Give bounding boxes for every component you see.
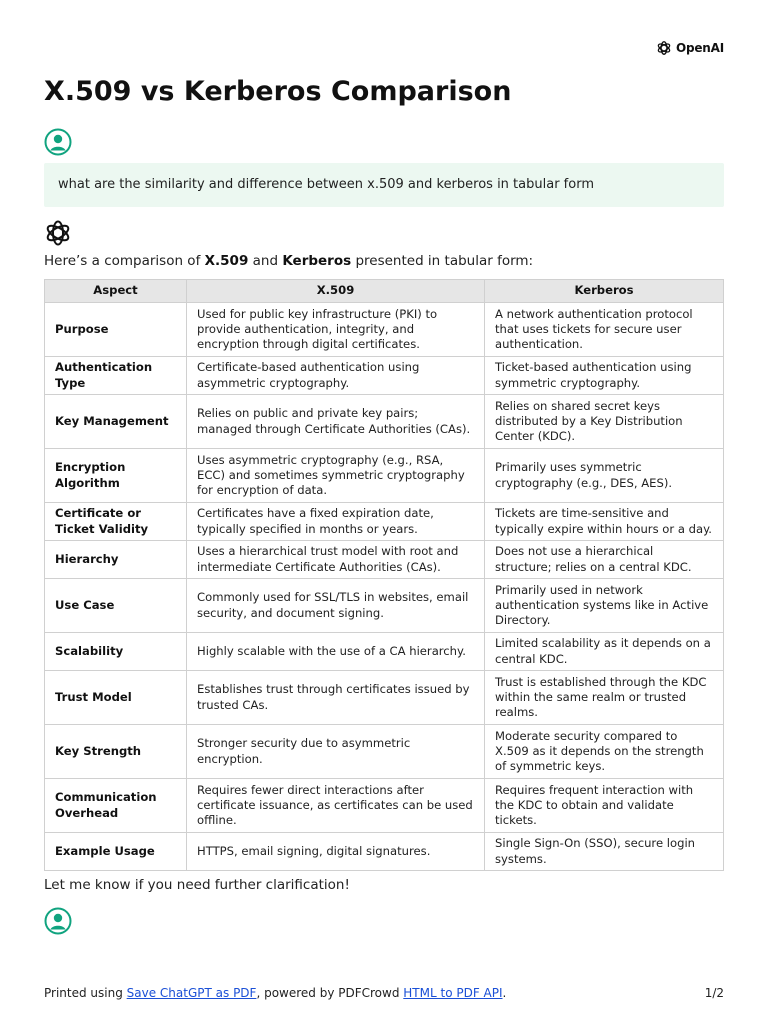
user-icon: [44, 128, 72, 156]
x509-cell: Uses a hierarchical trust model with root and intermediate Certificate Authorities (CAs).: [187, 541, 485, 579]
openai-logo-icon: [656, 40, 672, 56]
kerberos-cell: A network authentication protocol that uses tickets for secure user authentication.: [485, 303, 724, 357]
intro-term-kerberos: Kerberos: [282, 253, 352, 269]
aspect-cell: Certificate or Ticket Validity: [45, 503, 187, 541]
kerberos-cell: Tickets are time-sensitive and typically expire within hours or a day.: [485, 503, 724, 541]
user-prompt: what are the similarity and difference between x.509 and kerberos in tabular form: [44, 163, 724, 207]
footer-suffix: .: [502, 986, 507, 1000]
table-row: [45, 449, 724, 503]
kerberos-cell: Trust is established through the KDC within the same realm or trusted realms.: [485, 671, 724, 725]
aspect-cell: Hierarchy: [45, 541, 187, 579]
aspect-cell: Key Management: [45, 395, 187, 449]
aspect-cell: Authentication Type: [45, 357, 187, 395]
kerberos-cell: Requires frequent interaction with the KDC to obtain and validate tickets.: [485, 779, 724, 833]
x509-cell: Requires fewer direct interactions after certificate issuance, as certificates can be used offline.: [187, 779, 485, 833]
intro-text-middle: and: [248, 253, 283, 269]
x509-cell: Highly scalable with the use of a CA hierarchy.: [187, 633, 485, 671]
footer-middle: , powered by PDFCrowd: [256, 986, 404, 1000]
header-aspect: Aspect: [45, 280, 187, 303]
footer-prefix: Printed using: [44, 986, 127, 1000]
aspect-cell: Encryption Algorithm: [45, 449, 187, 503]
kerberos-cell: Ticket-based authentication using symmetric cryptography.: [485, 357, 724, 395]
table-row: [45, 579, 724, 633]
aspect-cell: Key Strength: [45, 725, 187, 779]
aspect-cell: Purpose: [45, 303, 187, 357]
x509-cell: Certificates have a fixed expiration date, typically specified in months or years.: [187, 503, 485, 541]
openai-logo: [656, 40, 724, 56]
user-icon: [44, 907, 72, 935]
x509-cell: Used for public key infrastructure (PKI) to provide authentication, integrity, and encryption through digital certificates.: [187, 303, 485, 357]
page-number: 1/2: [704, 986, 724, 1000]
table-header-row: [45, 280, 724, 303]
table-row: [45, 633, 724, 671]
html-to-pdf-api-link[interactable]: HTML to PDF API: [403, 986, 503, 1000]
x509-cell: HTTPS, email signing, digital signatures.: [187, 833, 485, 871]
save-chatgpt-pdf-link[interactable]: Save ChatGPT as PDF: [126, 986, 257, 1000]
table-row: [45, 671, 724, 725]
x509-cell: Uses asymmetric cryptography (e.g., RSA, ECC) and sometimes symmetric cryptography for encryption of data.: [187, 449, 485, 503]
kerberos-cell: Limited scalability as it depends on a central KDC.: [485, 633, 724, 671]
x509-cell: Commonly used for SSL/TLS in websites, email security, and document signing.: [187, 579, 485, 633]
footer-credit: [44, 986, 506, 1000]
page-title: X.509 vs Kerberos Comparison: [44, 76, 512, 107]
aspect-cell: Use Case: [45, 579, 187, 633]
x509-cell: Relies on public and private key pairs; managed through Certificate Authorities (CAs).: [187, 395, 485, 449]
kerberos-cell: Relies on shared secret keys distributed by a Key Distribution Center (KDC).: [485, 395, 724, 449]
assistant-outro: Let me know if you need further clarification!: [44, 877, 350, 893]
kerberos-cell: Does not use a hierarchical structure; relies on a central KDC.: [485, 541, 724, 579]
header-kerberos: Kerberos: [485, 280, 724, 303]
intro-text-before: Here’s a comparison of: [44, 253, 205, 269]
brand-name: OpenAI: [675, 41, 724, 55]
table-row: [45, 357, 724, 395]
comparison-table: [44, 279, 724, 871]
kerberos-cell: Primarily uses symmetric cryptography (e.g., DES, AES).: [485, 449, 724, 503]
x509-cell: Stronger security due to asymmetric encryption.: [187, 725, 485, 779]
x509-cell: Establishes trust through certificates issued by trusted CAs.: [187, 671, 485, 725]
aspect-cell: Example Usage: [45, 833, 187, 871]
kerberos-cell: Moderate security compared to X.509 as it depends on the strength of symmetric keys.: [485, 725, 724, 779]
table-row: [45, 503, 724, 541]
header-x509: X.509: [187, 280, 485, 303]
table-row: [45, 303, 724, 357]
aspect-cell: Scalability: [45, 633, 187, 671]
table-row: [45, 541, 724, 579]
intro-term-x509: X.509: [204, 253, 249, 269]
intro-text-after: presented in tabular form:: [351, 253, 534, 269]
aspect-cell: Trust Model: [45, 671, 187, 725]
kerberos-cell: Primarily used in network authentication systems like in Active Directory.: [485, 579, 724, 633]
kerberos-cell: Single Sign-On (SSO), secure login systems.: [485, 833, 724, 871]
x509-cell: Certificate-based authentication using asymmetric cryptography.: [187, 357, 485, 395]
table-row: [45, 725, 724, 779]
table-row: [45, 779, 724, 833]
table-row: [45, 833, 724, 871]
print-footer: [44, 986, 724, 1000]
aspect-cell: Communication Overhead: [45, 779, 187, 833]
openai-logo-icon: [44, 219, 72, 247]
table-row: [45, 395, 724, 449]
assistant-intro: [44, 253, 533, 269]
